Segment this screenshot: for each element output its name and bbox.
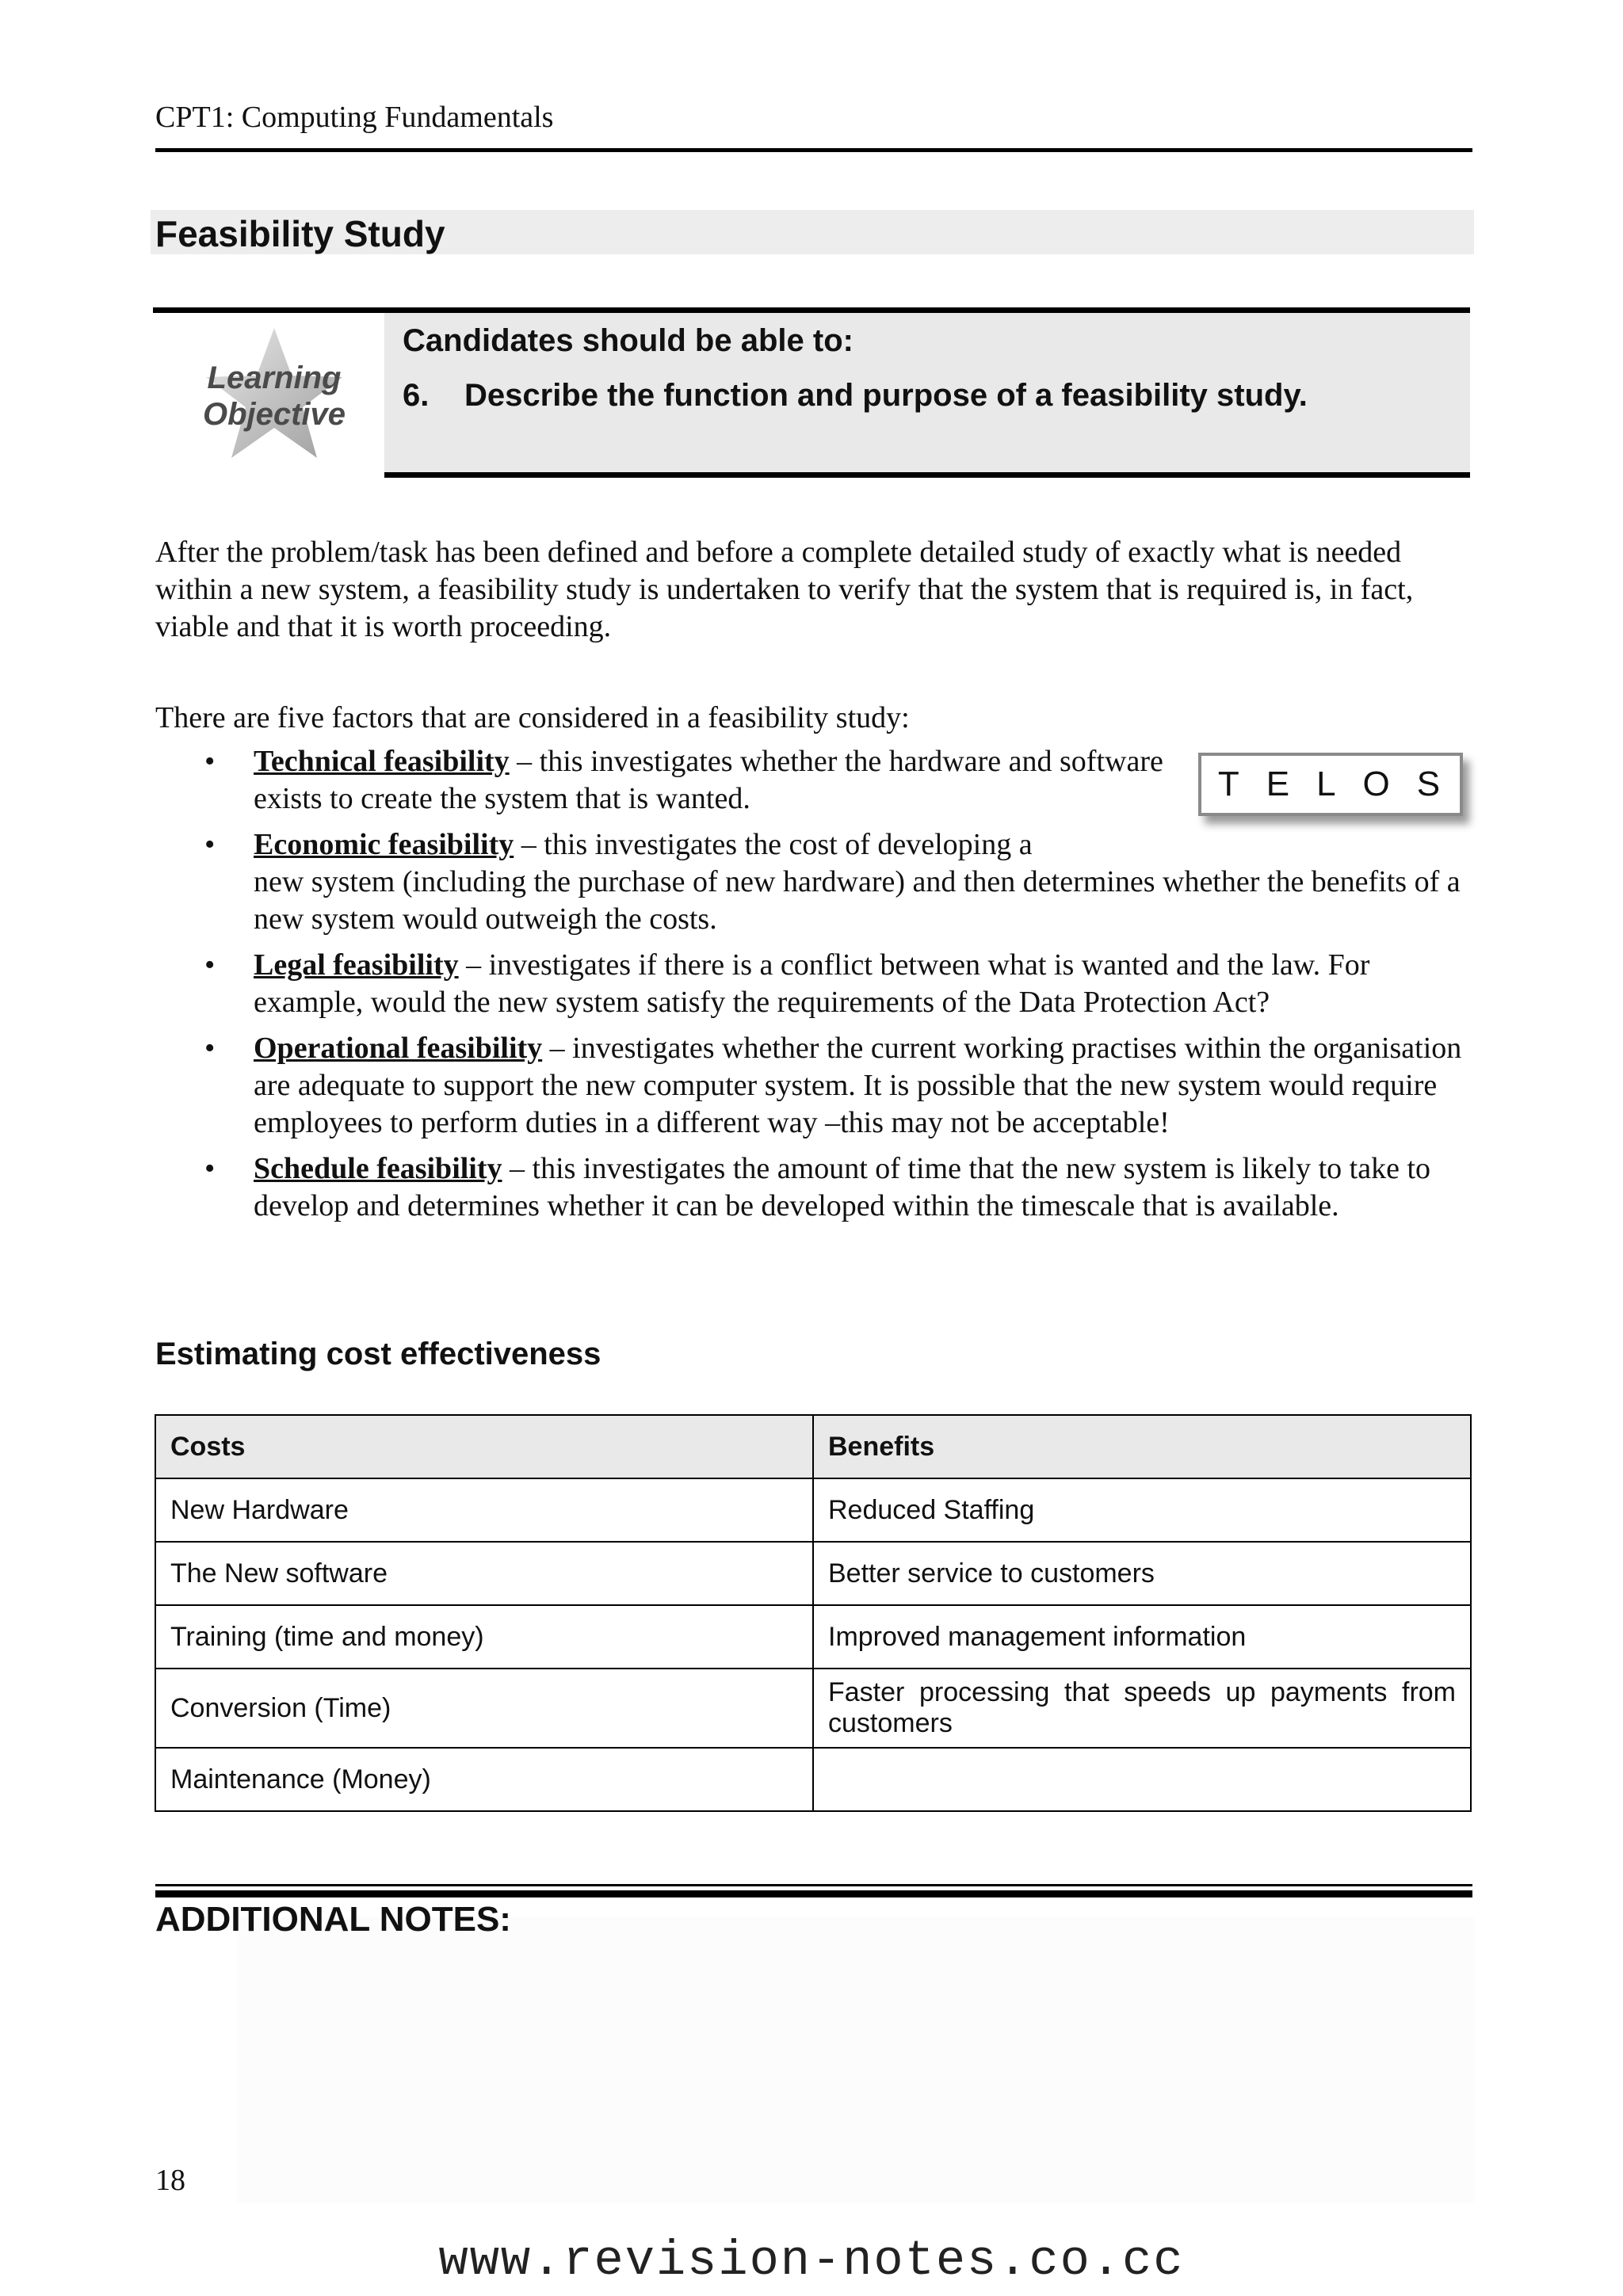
header-costs: Costs (155, 1415, 813, 1478)
header-benefits: Benefits (813, 1415, 1471, 1478)
notes-title: ADDITIONAL NOTES: (155, 1900, 511, 1939)
page-number: 18 (155, 2164, 185, 2197)
cost-cell: New Hardware (155, 1478, 813, 1542)
table-row (155, 1478, 1471, 1542)
factor-desc: – this investigates the amount of time that the new system is likely to take to develop and determines whether it can be developed within the timescale that is available. (254, 1152, 1430, 1222)
factor-term: Operational feasibility (254, 1032, 543, 1065)
notes-rule-thick (155, 1890, 1472, 1897)
cost-cell: Maintenance (Money) (155, 1748, 813, 1811)
table-header-row (155, 1415, 1471, 1478)
objective-item-number: 6. (403, 378, 430, 413)
bullet-icon: • (204, 948, 216, 982)
cost-cell: The New software (155, 1542, 813, 1605)
bullet-icon: • (204, 1152, 216, 1185)
list-item (155, 947, 1471, 1021)
factor-term: Schedule feasibility (254, 1152, 502, 1185)
list-item (155, 826, 1471, 938)
objective-bottom-rule (384, 472, 1470, 478)
list-item (155, 743, 1236, 818)
factor-desc: – this investigates the cost of developing a (514, 828, 1033, 861)
objective-item (403, 378, 1308, 414)
list-item (155, 1030, 1471, 1142)
list-item (155, 1150, 1471, 1225)
table-row (155, 1669, 1471, 1748)
benefit-cell (813, 1748, 1471, 1811)
intro-paragraph: After the problem/task has been defined and before a complete detailed study of exactly what is needed within a new system, a feasibility study is undertaken to verify that the system that is required is, in fact, viable and that it is worth proceeding. (155, 536, 1414, 643)
objective-heading: Candidates should be able to: (403, 323, 854, 358)
header-rule (155, 148, 1472, 152)
cost-section-title: Estimating cost effectiveness (155, 1337, 601, 1371)
cost-benefit-table (155, 1414, 1472, 1812)
feasibility-factors-list (155, 743, 1471, 1234)
bullet-icon: • (204, 828, 216, 861)
factor-desc: – this investigates whether the hardware and software exists to create the system that is wanted. (254, 745, 1163, 815)
table-row (155, 1748, 1471, 1811)
objective-top-rule (153, 307, 1470, 313)
table-row (155, 1605, 1471, 1669)
factor-term: Technical feasibility (254, 745, 510, 778)
benefit-cell: Faster processing that speeds up payments from customers (813, 1669, 1471, 1748)
cost-cell: Conversion (Time) (155, 1669, 813, 1748)
factor-desc: – investigates if there is a conflict between what is wanted and the law. For example, would the new system satisfy the requirements of the Data Protection Act? (254, 948, 1370, 1019)
benefit-cell: Better service to customers (813, 1542, 1471, 1605)
running-header: CPT1: Computing Fundamentals (155, 101, 554, 134)
bullet-icon: • (204, 745, 216, 778)
footer-url: www.revision-notes.co.cc (438, 2233, 1185, 2289)
learning-objective-logo (190, 323, 358, 463)
section-title: Feasibility Study (155, 213, 445, 254)
factor-term: Legal feasibility (254, 948, 459, 982)
benefit-cell: Reduced Staffing (813, 1478, 1471, 1542)
objective-item-text: Describe the function and purpose of a feasibility study. (464, 378, 1308, 413)
factors-intro: There are five factors that are considered in a feasibility study: (155, 701, 910, 734)
factor-desc-continued: new system (including the purchase of new hardware) and then determines whether the benefits of a new system would outweigh the costs. (254, 865, 1461, 936)
notes-rule-thin (155, 1884, 1472, 1886)
benefit-cell: Improved management information (813, 1605, 1471, 1669)
cost-cell: Training (time and money) (155, 1605, 813, 1669)
notes-area (238, 1917, 1474, 2203)
table-row (155, 1542, 1471, 1605)
logo-line-1: Learning (207, 360, 342, 395)
telos-badge: TELOS (1198, 753, 1463, 816)
logo-line-2: Objective (202, 397, 346, 432)
factor-desc: – investigates whether the current working practises within the organisation are adequate to support the new computer system. It is possible that the new system would require employees to perform duties in a different way –this may not be acceptable! (254, 1032, 1462, 1139)
bullet-icon: • (204, 1032, 216, 1065)
factor-term: Economic feasibility (254, 828, 514, 861)
